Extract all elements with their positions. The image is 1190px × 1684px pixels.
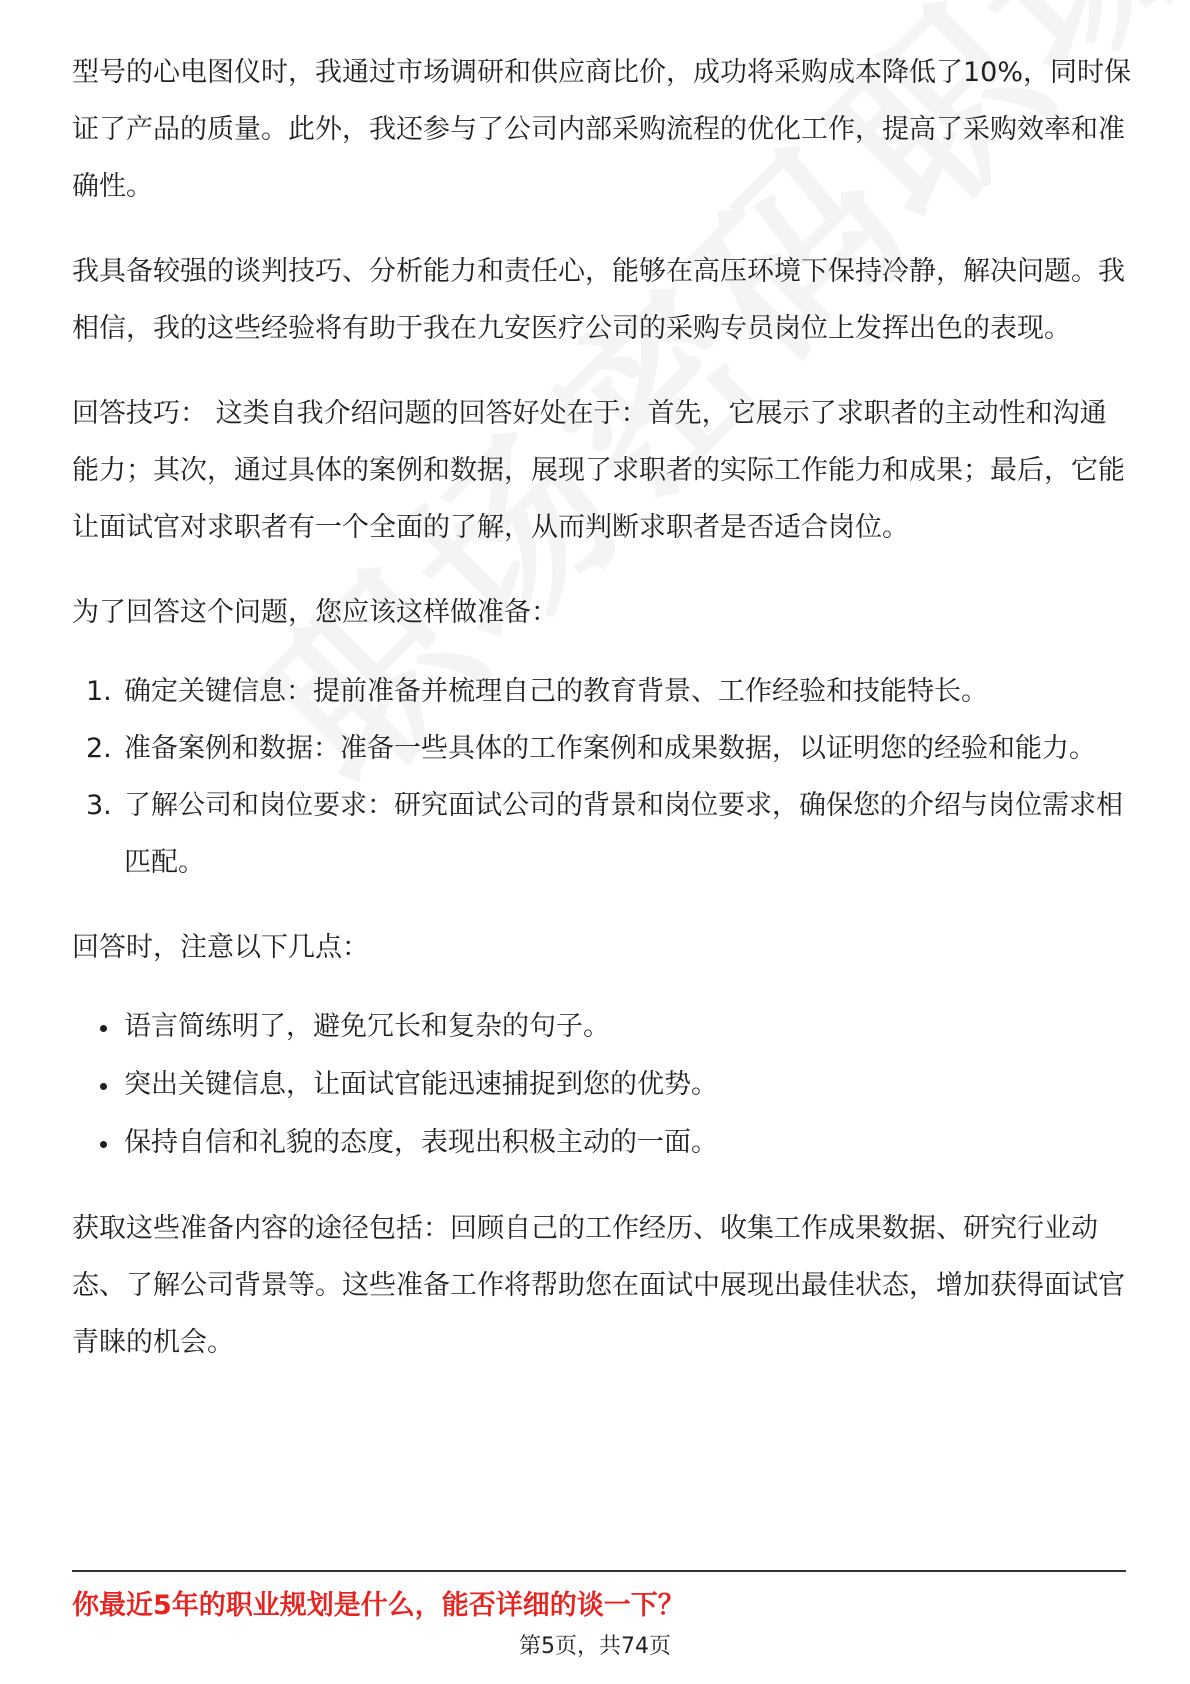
list-item — [72, 720, 1132, 777]
list-item-text: 突出关键信息，让面试官能迅速捕捉到您的优势。 — [124, 1069, 718, 1100]
list-item-text: 保持自信和礼貌的态度，表现出积极主动的一面。 — [124, 1127, 718, 1158]
notes-list — [72, 998, 1132, 1172]
divider — [72, 1570, 1126, 1572]
bullet-icon — [100, 1025, 107, 1032]
list-number: 1. — [86, 676, 112, 707]
next-question-heading: 你最近5年的职业规划是什么，能否详细的谈一下？ — [72, 1590, 685, 1621]
paragraph-skills: 我具备较强的谈判技巧、分析能力和责任心，能够在高压环境下保持冷静，解决问题。我相信，我的这些经验将有助于我在九安医疗公司的采购专员岗位上发挥出色的表现。 — [72, 256, 1125, 344]
bullet-icon — [100, 1141, 107, 1148]
paragraph-sources: 获取这些准备内容的途径包括：回顾自己的工作经历、收集工作成果数据、研究行业动态、了解公司背景等。这些准备工作将帮助您在面试中展现出最佳状态，增加获得面试官青睐的机会。 — [72, 1213, 1125, 1358]
paragraph-answer-tips: 回答技巧： 这类自我介绍问题的回答好处在于：首先，它展示了求职者的主动性和沟通能力；其次，通过具体的案例和数据，展现了求职者的实际工作能力和成果；最后，它能让面试官对求职者有一个全面的了解，从而判断求职者是否适合岗位。 — [72, 398, 1125, 543]
preparation-list — [72, 663, 1132, 891]
paragraph-experience: 型号的心电图仪时，我通过市场调研和供应商比价，成功将采购成本降低了10%，同时保证了产品的质量。此外，我还参与了公司内部采购流程的优化工作，提高了采购效率和准确性。 — [72, 57, 1132, 202]
list-item — [72, 1114, 1132, 1172]
list-item — [72, 1056, 1132, 1114]
list-number: 2. — [86, 733, 112, 764]
paragraph-prepare-intro: 为了回答这个问题，您应该这样做准备： — [72, 597, 558, 628]
paragraph-notes-intro: 回答时，注意以下几点： — [72, 932, 369, 963]
list-item — [72, 998, 1132, 1056]
list-item — [72, 663, 1132, 720]
list-item-text: 准备案例和数据：准备一些具体的工作案例和成果数据，以证明您的经验和能力。 — [124, 733, 1096, 764]
list-number: 3. — [86, 790, 112, 821]
list-item-text: 语言简练明了，避免冗长和复杂的句子。 — [124, 1011, 610, 1042]
bullet-icon — [100, 1083, 107, 1090]
list-item-text: 确定关键信息：提前准备并梳理自己的教育背景、工作经验和技能特长。 — [124, 676, 988, 707]
page-number: 第5页，共74页 — [519, 1634, 671, 1659]
list-item-text: 了解公司和岗位要求：研究面试公司的背景和岗位要求，确保您的介绍与岗位需求相匹配。 — [124, 790, 1123, 878]
page-content — [72, 44, 1132, 1371]
list-item — [72, 777, 1132, 891]
